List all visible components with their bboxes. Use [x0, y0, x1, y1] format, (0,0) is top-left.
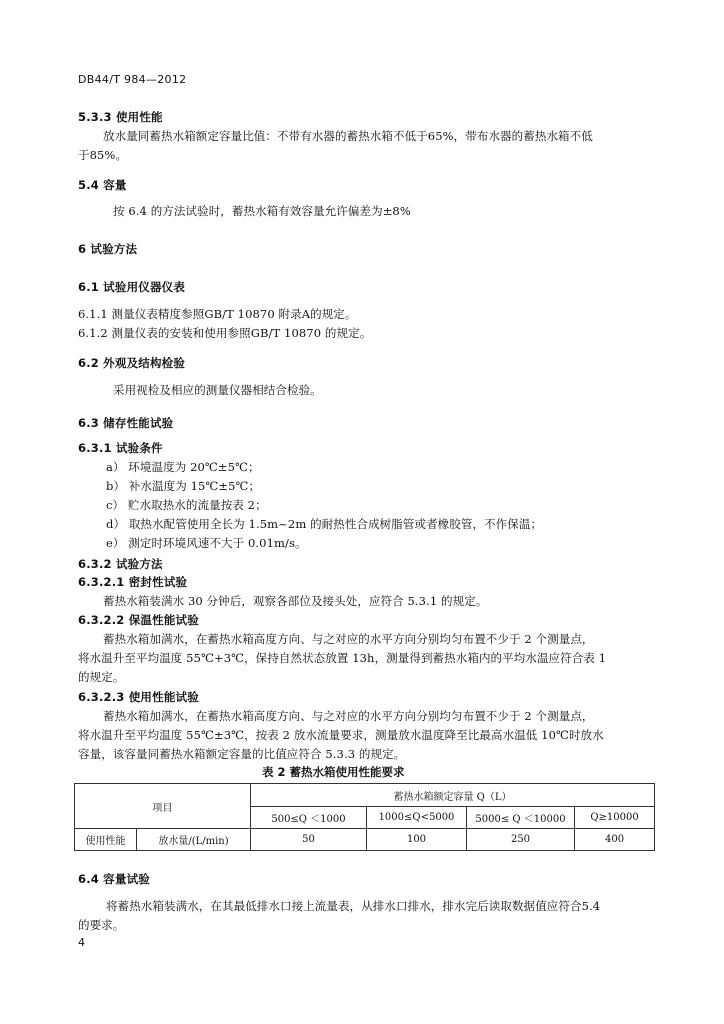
table-cell: 250: [467, 829, 575, 851]
table-row-sublabel: 放水量/(L/min): [137, 829, 251, 851]
paragraph-line: 的要求。: [78, 918, 125, 932]
table-header-range: Q≥10000: [575, 807, 655, 829]
section-heading-6-2: 6.2 外观及结构检验: [78, 356, 186, 370]
performance-table: [74, 783, 655, 851]
table-cell: 50: [251, 829, 367, 851]
table-header-capacity: 蓄热水箱额定容量 Q（L）: [251, 784, 655, 807]
table-cell: 400: [575, 829, 655, 851]
paragraph-line: 于85%。: [78, 148, 128, 162]
table-header-item: 项目: [75, 784, 251, 829]
section-heading-6-3-2-2: 6.3.2.2 保温性能试验: [78, 613, 199, 627]
paragraph-line: 将水温升至平均温度 55℃+3℃，保持自然状态放置 13h，测量得到蓄热水箱内的平均水温应符合表 1: [78, 651, 607, 665]
table-header-range: 5000≤ Q ＜10000: [467, 807, 575, 829]
table-header-range: 1000≤Q<5000: [367, 807, 467, 829]
paragraph-line: 将水温升至平均温度 55℃±3℃，按表 2 放水流量要求，测量放水温度降至比最高水温低 10℃时放水: [78, 728, 604, 742]
clause-6-1-2: 6.1.2 测量仪表的安装和使用参照GB/T 10870 的规定。: [78, 326, 372, 340]
paragraph-line: 蓄热水箱装满水 30 分钟后，观察各部位及接头处，应符合 5.3.1 的规定。: [103, 594, 488, 608]
section-heading-5-3-3: 5.3.3 使用性能: [78, 110, 163, 124]
table-row-label: 使用性能: [75, 829, 137, 851]
section-heading-6-4: 6.4 容量试验: [78, 872, 150, 886]
table-cell: 100: [367, 829, 467, 851]
section-heading-6-3-2-3: 6.3.2.3 使用性能试验: [78, 690, 199, 704]
section-heading-6-3-2: 6.3.2 试验方法: [78, 557, 163, 571]
section-heading-5-4: 5.4 容量: [78, 178, 127, 192]
paragraph-line: 蓄热水箱加满水，在蓄热水箱高度方向、与之对应的水平方向分别均匀布置不少于 2 个测量点，: [103, 709, 594, 723]
section-heading-6-3: 6.3 储存性能试验: [78, 416, 174, 430]
list-item: c） 贮水取热水的流量按表 2；: [106, 498, 267, 512]
section-heading-6-3-2-1: 6.3.2.1 密封性试验: [78, 575, 188, 589]
paragraph-line: 容量，该容量同蓄热水箱额定容量的比值应符合 5.3.3 的规定。: [78, 747, 406, 761]
list-item: a） 环境温度为 20℃±5℃；: [106, 460, 260, 474]
page-number: 4: [78, 936, 86, 949]
table-header-range: 500≤Q ＜1000: [251, 807, 367, 829]
paragraph-line: 的规定。: [78, 670, 125, 684]
section-heading-6-3-1: 6.3.1 试验条件: [78, 441, 163, 455]
paragraph-line: 将蓄热水箱装满水，在其最低排水口接上流量表，从排水口排水，排水完后读取数据值应符合5.4: [106, 899, 601, 913]
table-caption: 表 2 蓄热水箱使用性能要求: [262, 765, 405, 779]
document-id: DB44/T 984—2012: [78, 73, 187, 86]
paragraph-line: 采用视检及相应的测量仪器相结合检验。: [113, 383, 322, 397]
paragraph-line: 蓄热水箱加满水，在蓄热水箱高度方向、与之对应的水平方向分别均匀布置不少于 2 个测量点，: [103, 632, 594, 646]
clause-6-1-1: 6.1.1 测量仪表精度参照GB/T 10870 附录A的规定。: [78, 307, 357, 321]
paragraph-line: 按 6.4 的方法试验时，蓄热水箱有效容量允许偏差为±8%: [113, 204, 411, 218]
chapter-heading-6: 6 试验方法: [78, 242, 138, 256]
list-item: d） 取热水配管使用全长为 1.5m~2m 的耐热性合成树脂管或者橡胶管，不作保温；: [106, 517, 543, 531]
section-heading-6-1: 6.1 试验用仪器仪表: [78, 280, 186, 294]
list-item: b） 补水温度为 15℃±5℃；: [106, 479, 261, 493]
list-item: e） 测定时环境风速不大于 0.01m/s。: [106, 536, 307, 550]
paragraph-line: 放水量同蓄热水箱额定容量比值：不带有水器的蓄热水箱不低于65%，带布水器的蓄热水箱不低: [103, 129, 593, 143]
